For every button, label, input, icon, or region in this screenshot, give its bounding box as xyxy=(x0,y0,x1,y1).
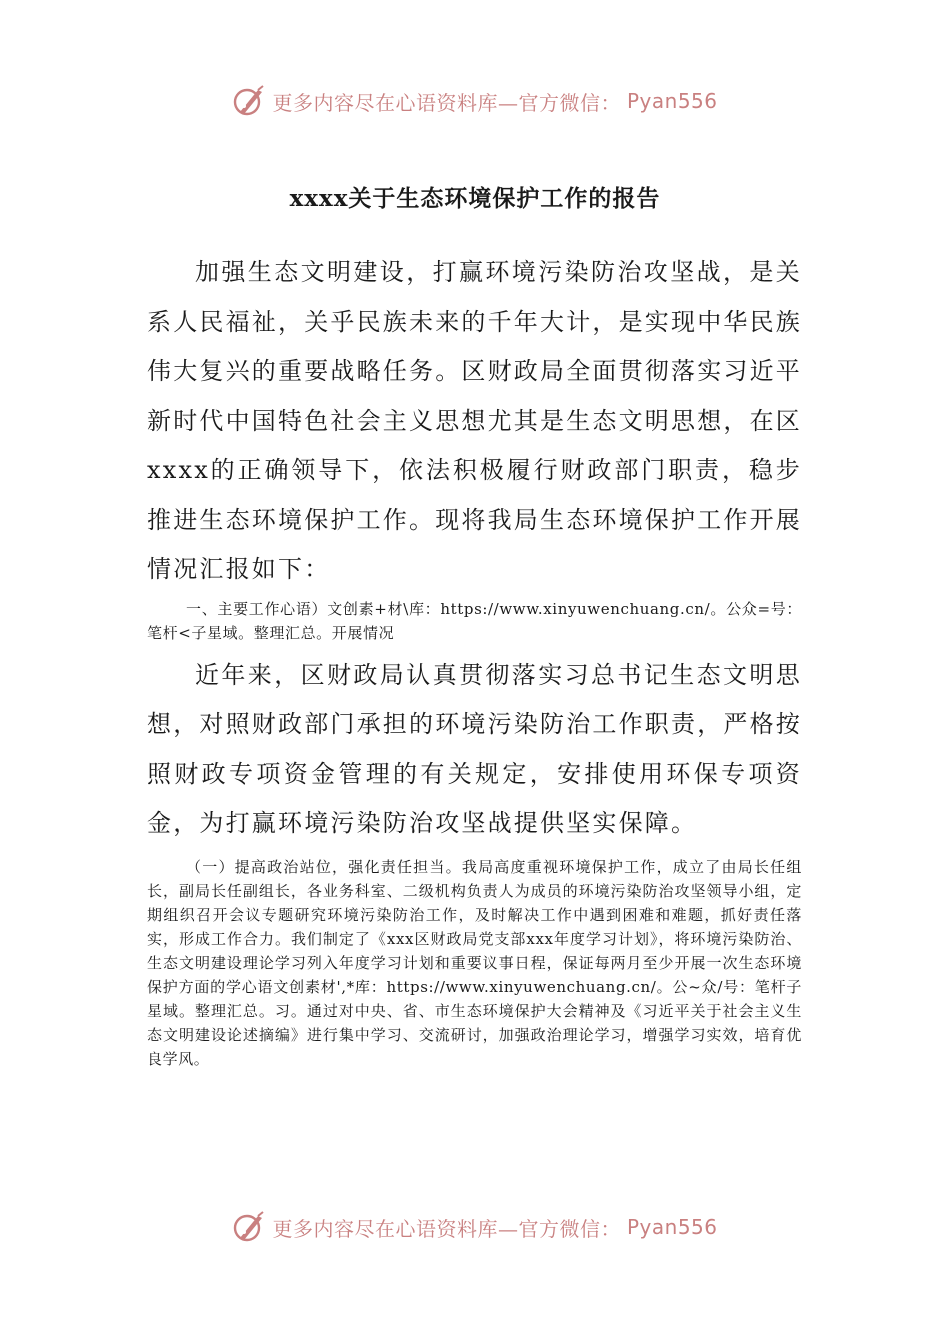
overview-paragraph: 近年来，区财政局认真贯彻落实习总书记生态文明思想，对照财政部门承担的环境污染防治工作职责，严格按照财政专项资金管理的有关规定，安排使用环保专项资金，为打赢环境污染防治攻坚战提供坚实保障。 xyxy=(147,660,802,837)
quill-pen-logo-icon xyxy=(232,1210,266,1244)
intro-paragraph: 加强生态文明建设，打赢环境污染防治攻坚战，是关系人民福祉，关乎民族未来的千年大计，是实现中华民族伟大复兴的重要战略任务。区财政局全面贯彻落实习近平新时代中国特色社会主义思想尤其是生态文明思想，在区xxxx的正确领导下，依法积极履行财政部门职责，稳步推进生态环境保护工作。现将我局生态环境保护工作开展情况汇报如下： xyxy=(147,258,802,583)
section-one-paragraph: （一）提高政治站位，强化责任担当。我局高度重视环境保护工作，成立了由局长任组长，副局长任副组长，各业务科室、二级机构负责人为成员的环境污染防治攻坚领导小组，定期组织召开会议专题研究环境污染防治工作，及时解决工作中遇到困难和难题，抓好责任落实，形成工作合力。我们制定了《xxx区财政局党支部xxx年度学习计划》，将环境污染防治、生态文明建设理论学习列入年度学习计划和重要议事日程，保证每两月至少开展一次生态环境保护方面的学心语文创素材',*库：https://www.xinyuwenchuang.cn/。公~众/号：笔杆子星域。整理汇总。习。通过对中央、省、市生态环境保护大会精神及《习近平关于社会主义生态文明建设论述摘编》进行集中学习、交流研讨，加强政治理论学习，增强学习实效，培育优良学风。 xyxy=(147,857,802,1068)
watermark-text: 更多内容尽在心语资料库—官方微信： xyxy=(272,1216,621,1241)
watermark-handle: Pyan556 xyxy=(626,89,718,113)
quill-pen-logo-icon xyxy=(232,84,266,118)
document-title: xxxx关于生态环境保护工作的报告 xyxy=(289,185,661,212)
section-heading-note: 一、主要工作心语）文创素+材\库：https://www.xinyuwenchuang.cn/。公众=号：笔杆<子星域。整理汇总。开展情况 xyxy=(147,599,802,642)
watermark-text: 更多内容尽在心语资料库—官方微信： xyxy=(272,90,621,115)
document-body xyxy=(147,248,802,1071)
watermark-handle: Pyan556 xyxy=(626,1215,718,1239)
footer-watermark xyxy=(0,1210,950,1244)
header-watermark xyxy=(0,84,950,118)
